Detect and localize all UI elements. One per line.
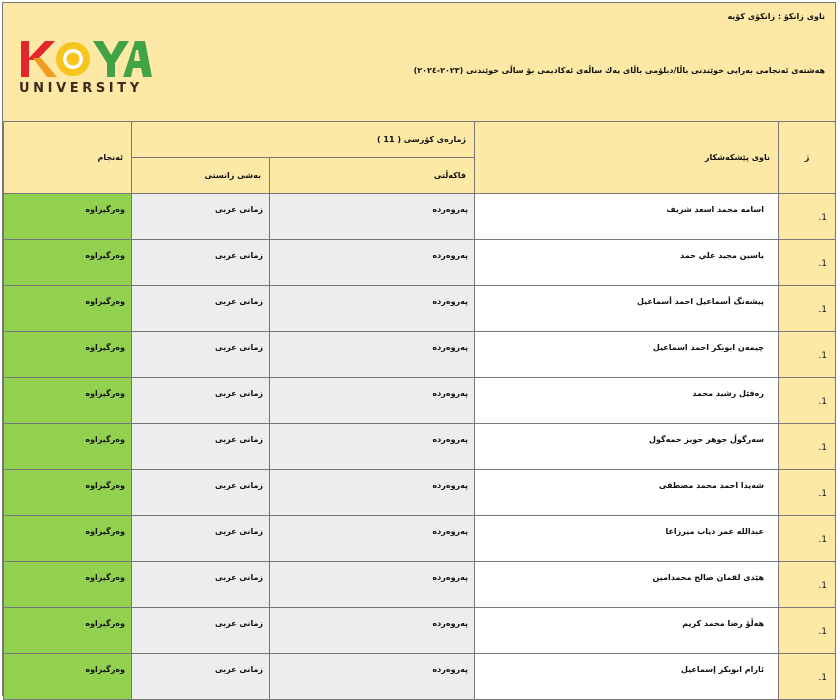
table-row [4, 286, 836, 332]
department-cell: زمانی عربی [132, 654, 270, 700]
koya-university-logo [19, 39, 153, 95]
number-cell: 1. [779, 378, 836, 424]
koya-logo-mark [19, 39, 153, 79]
header-college: فاکەڵتی [270, 158, 475, 194]
department-cell: زمانی عربی [132, 424, 270, 470]
name-cell: شەيدا احمد محمد مصطفى [475, 470, 779, 516]
name-cell: سەرگوڵ جوهر حويز حمەگول [475, 424, 779, 470]
number-cell: 1. [779, 332, 836, 378]
table-row [4, 332, 836, 378]
header-course-group: ژمارەی کۆرسی ( 11 ) [132, 122, 475, 158]
name-cell: چيمەن ابوبكر احمد اسماعيل [475, 332, 779, 378]
header-department: بەشی زانستی [132, 158, 270, 194]
department-cell: زمانی عربی [132, 470, 270, 516]
result-cell: وەرگیراوە [4, 378, 132, 424]
college-cell: پەروەردە [270, 608, 475, 654]
logo-wordmark: UNIVERSITY [19, 81, 143, 96]
table-row [4, 654, 836, 700]
department-cell: زمانی عربی [132, 240, 270, 286]
number-cell: 1. [779, 608, 836, 654]
table-row [4, 424, 836, 470]
result-cell: وەرگیراوە [4, 654, 132, 700]
department-cell: زمانی عربی [132, 378, 270, 424]
table-row [4, 562, 836, 608]
name-cell: هەڵۆ رضا محمد كريم [475, 608, 779, 654]
name-cell: ئارام ابوبكر إسماعيل [475, 654, 779, 700]
name-cell: اسامه محمد اسعد شريف [475, 194, 779, 240]
result-cell: وەرگیراوە [4, 470, 132, 516]
department-cell: زمانی عربی [132, 332, 270, 378]
result-sheet [2, 2, 836, 696]
college-cell: پەروەردە [270, 378, 475, 424]
number-cell: 1. [779, 240, 836, 286]
result-cell: وەرگیراوە [4, 332, 132, 378]
college-cell: پەروەردە [270, 332, 475, 378]
college-cell: پەروەردە [270, 240, 475, 286]
name-cell: عبدالله عمر دياب ميرزاغا [475, 516, 779, 562]
table-row [4, 194, 836, 240]
table-row [4, 516, 836, 562]
sheet-header [3, 3, 835, 122]
department-cell: زمانی عربی [132, 194, 270, 240]
college-cell: پەروەردە [270, 424, 475, 470]
department-cell: زمانی عربی [132, 562, 270, 608]
result-cell: وەرگیراوە [4, 608, 132, 654]
college-cell: پەروەردە [270, 516, 475, 562]
college-cell: پەروەردە [270, 470, 475, 516]
result-cell: وەرگیراوە [4, 194, 132, 240]
result-cell: وەرگیراوە [4, 424, 132, 470]
header-result: ئەنجام [4, 122, 132, 194]
number-cell: 1. [779, 194, 836, 240]
document-title: هەشتەی ئەنجامی بەرایی خوێندنی باڵا/دبلۆمی باڵای یەك ساڵەی ئەکادیمی بۆ ساڵی خوێندنی (٢٠٢٣-٢٠٢٤) [413, 66, 825, 75]
name-cell: رەفێل رشيد محمد [475, 378, 779, 424]
name-cell: هێدی لقمان صالح محمدامين [475, 562, 779, 608]
department-cell: زمانی عربی [132, 286, 270, 332]
table-row [4, 378, 836, 424]
college-cell: پەروەردە [270, 286, 475, 332]
college-cell: پەروەردە [270, 562, 475, 608]
table-row [4, 470, 836, 516]
number-cell: 1. [779, 286, 836, 332]
results-table [3, 121, 836, 700]
result-cell: وەرگیراوە [4, 240, 132, 286]
number-cell: 1. [779, 424, 836, 470]
table-row [4, 240, 836, 286]
university-name: ناوی زانکۆ : زانکۆی کۆیە [727, 12, 825, 21]
name-cell: پيشەنگ أسماعيل احمد أسماعيل [475, 286, 779, 332]
table-row [4, 608, 836, 654]
result-cell: وەرگیراوە [4, 562, 132, 608]
college-cell: پەروەردە [270, 194, 475, 240]
number-cell: 1. [779, 516, 836, 562]
number-cell: 1. [779, 654, 836, 700]
name-cell: ياسين مجيد علي حمد [475, 240, 779, 286]
header-number: ژ [779, 122, 836, 194]
department-cell: زمانی عربی [132, 608, 270, 654]
header-name: ناوی پێشکەشکار [475, 122, 779, 194]
college-cell: پەروەردە [270, 654, 475, 700]
number-cell: 1. [779, 470, 836, 516]
result-cell: وەرگیراوە [4, 516, 132, 562]
number-cell: 1. [779, 562, 836, 608]
table-body [4, 194, 836, 700]
department-cell: زمانی عربی [132, 516, 270, 562]
result-cell: وەرگیراوە [4, 286, 132, 332]
